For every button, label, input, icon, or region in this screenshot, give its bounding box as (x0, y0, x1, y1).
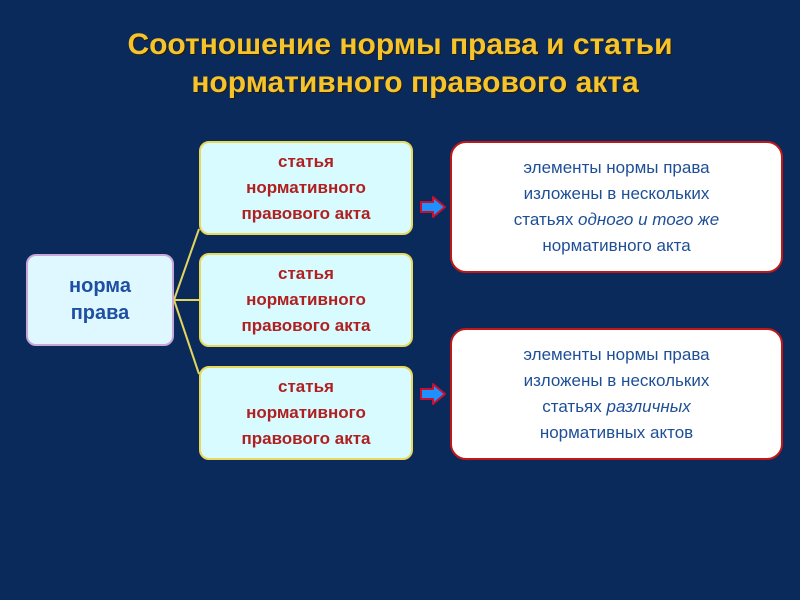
result-box-same-act (450, 141, 783, 273)
result-1-line-3 (514, 207, 719, 233)
result-1-line-1: элементы нормы права (523, 158, 710, 177)
article-1-line-1: статья (278, 152, 334, 171)
arrow-right-icon (420, 383, 446, 405)
article-3-line-3: правового акта (241, 429, 371, 448)
norm-label-line-1: норма (69, 275, 131, 297)
result-1-line-3-prefix: статьях (513, 210, 579, 229)
result-1-line-2: изложены в нескольких (523, 184, 710, 203)
connector-line-top (174, 229, 199, 300)
article-2-line-3: правового акта (241, 316, 371, 335)
result-2-line-3-prefix: статьях (542, 397, 607, 416)
article-2-line-1: статья (278, 264, 334, 283)
norm-label-line-2: права (70, 302, 130, 324)
arrow-right-icon (420, 196, 446, 218)
article-3-line-1: статья (278, 377, 334, 396)
result-1-line-4: нормативного акта (542, 236, 691, 255)
connector-line-bottom (174, 300, 199, 374)
norm-of-law-box (26, 254, 174, 346)
title-line-2: нормативного правового акта (191, 66, 639, 99)
title-line-1: Соотношение нормы права и статьи (127, 28, 673, 61)
result-2-line-3 (523, 394, 709, 420)
result-1-line-3-italic: одного и того же (578, 210, 720, 229)
result-box-different-acts (450, 328, 783, 460)
article-3-line-2: нормативного (246, 403, 366, 422)
article-box-1 (199, 141, 413, 235)
result-2-line-4: нормативных актов (539, 423, 694, 442)
article-1-line-2: нормативного (246, 178, 366, 197)
result-2-line-2: изложены в нескольких (523, 371, 710, 390)
article-box-2 (199, 253, 413, 347)
article-box-3 (199, 366, 413, 460)
article-1-line-3: правового акта (241, 204, 371, 223)
result-2-line-1: элементы нормы права (523, 345, 710, 364)
article-2-line-2: нормативного (246, 290, 366, 309)
result-2-line-3-italic: различных (606, 397, 691, 416)
